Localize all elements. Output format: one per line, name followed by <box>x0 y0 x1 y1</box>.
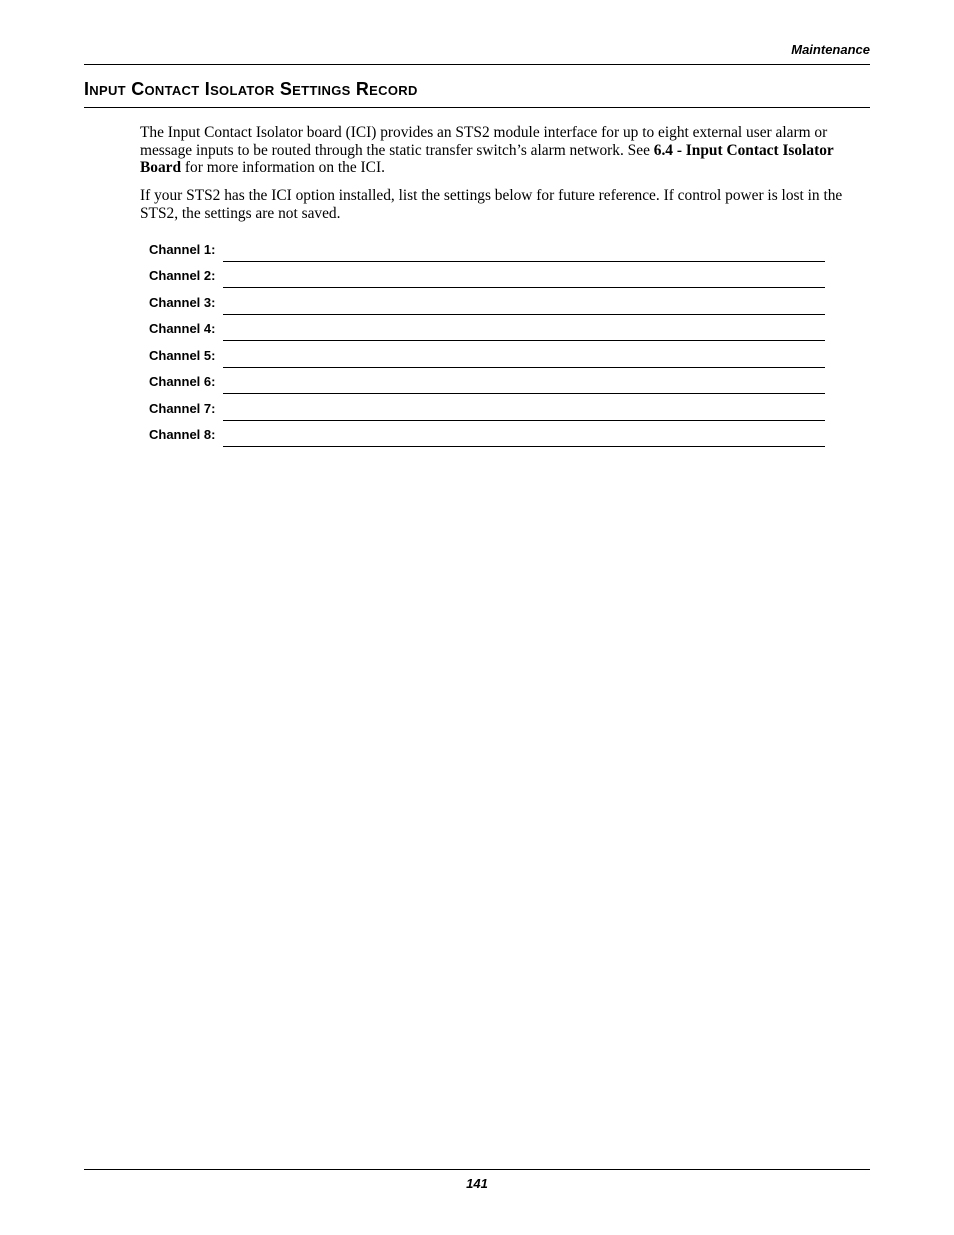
intro-text-start: The Input Contact Isolator board (ICI) provides an STS2 module interface for up to eight external user alarm or message inputs to be routed through the static transfer switch’s alarm network. See <box>140 124 828 159</box>
channel-5-entry-line[interactable] <box>223 340 825 368</box>
channel-row <box>149 421 825 448</box>
intro-text-end: for more information on the ICI. <box>181 159 385 177</box>
channel-label: Channel 2: <box>149 268 216 283</box>
channel-6-entry-line[interactable] <box>223 367 825 395</box>
channel-3-entry-line[interactable] <box>223 287 825 315</box>
channel-row <box>149 315 825 342</box>
channel-8-entry-line[interactable] <box>223 420 825 448</box>
channel-row <box>149 341 825 368</box>
footer-rule <box>84 1169 870 1170</box>
channel-label: Channel 4: <box>149 321 216 336</box>
running-header: Maintenance <box>791 42 870 57</box>
channel-label: Channel 5: <box>149 347 216 363</box>
section-title: Input Contact Isolator Settings Record <box>84 79 418 99</box>
channel-1-entry-line[interactable] <box>223 234 825 262</box>
page-number: 141 <box>466 1176 488 1191</box>
channel-row <box>149 394 825 421</box>
channel-label: Channel 6: <box>149 374 216 389</box>
title-rule <box>84 107 870 108</box>
header-rule <box>84 64 870 65</box>
channel-2-entry-line[interactable] <box>223 261 825 289</box>
channel-label: Channel 3: <box>149 294 216 310</box>
channel-7-entry-line[interactable] <box>223 393 825 421</box>
channel-row <box>149 288 825 315</box>
channel-label: Channel 8: <box>149 427 216 442</box>
channel-row <box>149 368 825 395</box>
channel-row <box>149 235 825 262</box>
channel-4-entry-line[interactable] <box>223 314 825 342</box>
instruction-paragraph: If your STS2 has the ICI option installed, list the settings below for future reference. If control power is lost in the STS2, the settings are not saved. <box>140 187 843 222</box>
channel-label: Channel 7: <box>149 400 216 416</box>
cross-reference-link: 6.4 - Input Contact Isolator Board <box>140 141 834 177</box>
channel-label: Channel 1: <box>149 241 216 257</box>
channel-row <box>149 262 825 289</box>
intro-paragraph <box>140 124 872 177</box>
channel-settings-form <box>149 235 825 447</box>
